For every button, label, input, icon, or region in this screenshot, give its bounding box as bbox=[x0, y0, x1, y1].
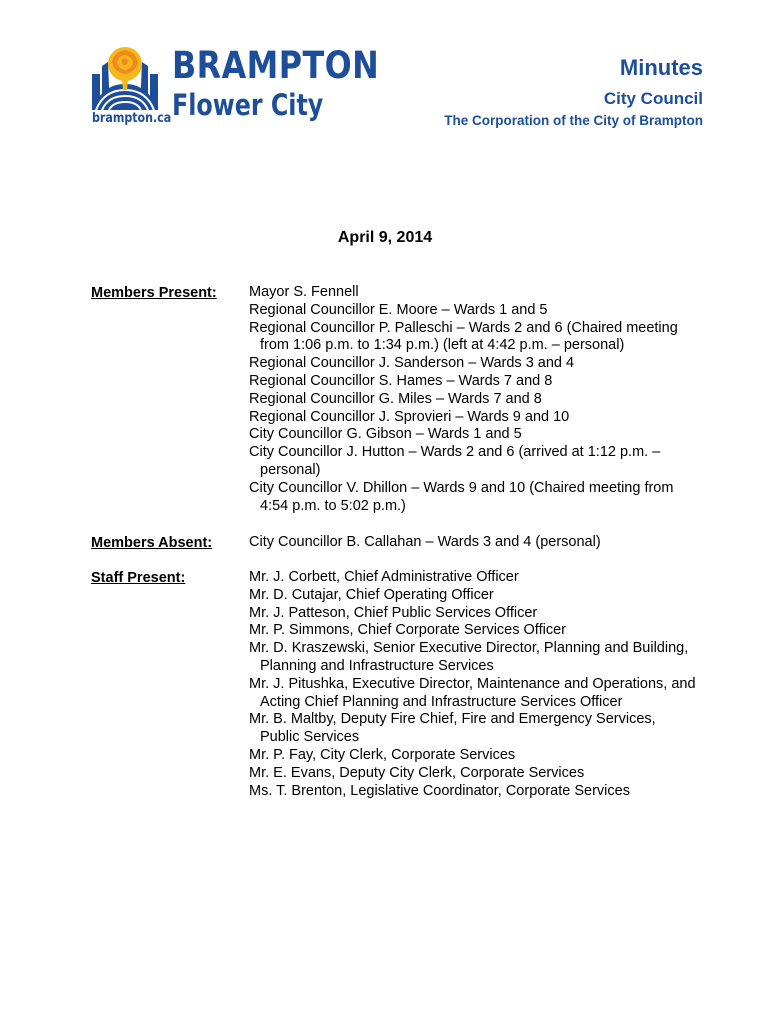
list-item: Mr. P. Fay, City Clerk, Corporate Services bbox=[249, 746, 516, 763]
document-subtitle: City Council bbox=[603, 89, 703, 108]
list-item: Mr. E. Evans, Deputy City Clerk, Corporate Services bbox=[249, 764, 585, 781]
staff-present-label: Staff Present: bbox=[91, 570, 186, 586]
list-item: Mr. B. Maltby, Deputy Fire Chief, Fire and Emergency Services, Public Services bbox=[249, 711, 656, 746]
list-item: City Councillor V. Dhillon – Wards 9 and 10 (Chaired meeting from 4:54 p.m. to 5:02 p.m.) bbox=[249, 479, 674, 514]
list-item: Mr. P. Simmons, Chief Corporate Services Officer bbox=[249, 622, 566, 639]
logo-wordmark-brampton: BRAMPTON bbox=[172, 44, 380, 87]
list-item: Mr. J. Pitushka, Executive Director, Maintenance and Operations, and Acting Chief Planning and Infrastructure Services Officer bbox=[249, 675, 696, 710]
list-item: Mayor S. Fennell bbox=[249, 284, 359, 300]
list-item: Regional Councillor J. Sanderson – Wards 3 and 4 bbox=[249, 355, 575, 372]
list-item: City Councillor G. Gibson – Wards 1 and 5 bbox=[249, 426, 522, 443]
members-absent-list bbox=[249, 534, 699, 552]
members-absent-label: Members Absent: bbox=[91, 535, 213, 551]
document-header bbox=[444, 54, 703, 130]
brampton-logo bbox=[92, 44, 380, 139]
logo-website: brampton.ca bbox=[92, 111, 172, 126]
list-item: Mr. J. Patteson, Chief Public Services Officer bbox=[249, 604, 538, 621]
members-present-label: Members Present: bbox=[91, 285, 217, 301]
list-item: Regional Councillor E. Moore – Wards 1 and 5 bbox=[249, 301, 548, 318]
list-item: Mr. D. Cutajar, Chief Operating Officer bbox=[249, 586, 494, 603]
list-item: City Councillor J. Hutton – Wards 2 and 6 (arrived at 1:12 p.m. – personal) bbox=[249, 444, 661, 478]
list-item: Regional Councillor P. Palleschi – Wards 2 and 6 (Chaired meeting from 1:06 p.m. to 1:34 p.m.) (left at 4:42 p.m. – personal) bbox=[249, 319, 678, 354]
list-item: Ms. T. Brenton, Legislative Coordinator, Corporate Services bbox=[249, 782, 630, 799]
document-title: Minutes bbox=[619, 55, 703, 80]
meeting-date: April 9, 2014 bbox=[337, 229, 433, 246]
logo-wordmark-flower-city: Flower City bbox=[172, 88, 324, 122]
list-item: Regional Councillor G. Miles – Wards 7 and 8 bbox=[249, 390, 542, 407]
organization-name: The Corporation of the City of Brampton bbox=[444, 113, 703, 128]
list-item: Regional Councillor J. Sprovieri – Wards 9 and 10 bbox=[249, 408, 570, 425]
flower-emblem-icon bbox=[92, 44, 158, 110]
list-item: Mr. J. Corbett, Chief Administrative Officer bbox=[249, 569, 519, 585]
list-item: Mr. D. Kraszewski, Senior Executive Director, Planning and Building, Planning and Infrastructure Services bbox=[249, 640, 689, 674]
list-item: City Councillor B. Callahan – Wards 3 and 4 (personal) bbox=[249, 534, 601, 550]
staff-present-list bbox=[249, 569, 699, 800]
members-present-list bbox=[249, 284, 699, 515]
list-item: Regional Councillor S. Hames – Wards 7 and 8 bbox=[249, 372, 553, 389]
